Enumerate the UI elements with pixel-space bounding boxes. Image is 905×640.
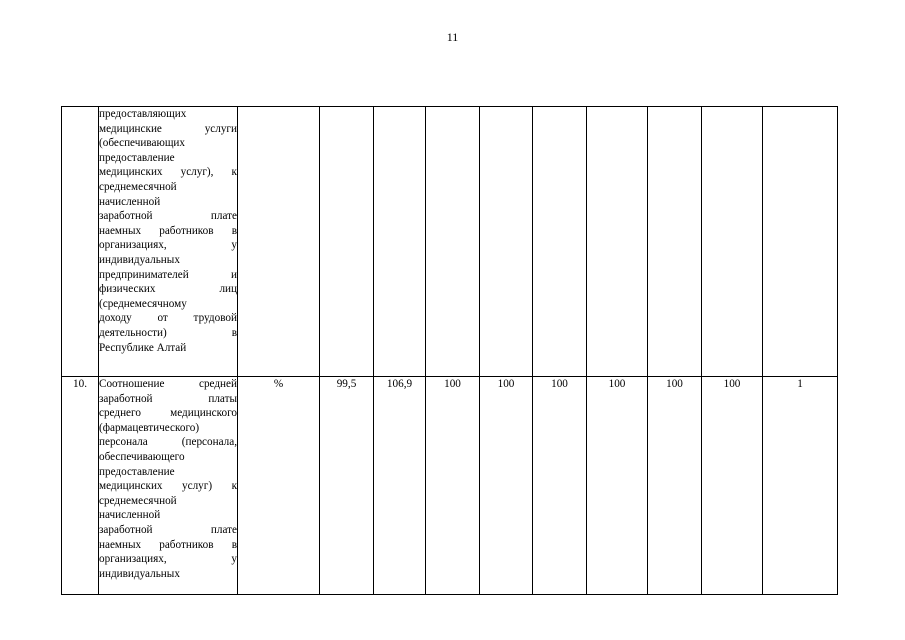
description-line (99, 523, 237, 538)
description-word: медицинских (99, 166, 163, 179)
value-cell: 106,9 (374, 377, 426, 595)
description-word: услуги (204, 122, 237, 135)
description-word: заработной (99, 392, 153, 405)
description-word: заработной (99, 210, 153, 223)
description-word: Соотношение (99, 378, 165, 390)
value-cell: 100 (648, 377, 702, 595)
description-line (99, 392, 237, 407)
value-cell (533, 107, 587, 377)
value-cell: 100 (533, 377, 587, 595)
indicator-table (61, 106, 838, 595)
table-row (62, 107, 838, 377)
table-body (62, 107, 838, 595)
description-line: начисленной (99, 509, 161, 522)
value-cell (648, 107, 702, 377)
description-word: медицинского (170, 407, 237, 420)
description-word: от (157, 312, 168, 325)
description-word: предпринимателей (99, 268, 189, 281)
description-word: и (231, 268, 237, 281)
value-cell (320, 107, 374, 377)
description-line: предоставляющих (99, 108, 187, 120)
value-cell (763, 107, 838, 377)
description-line: (фармацевтического) (99, 421, 200, 434)
unit-cell (238, 107, 320, 377)
description-word: услуг), (180, 166, 214, 179)
description-word: заработной (99, 523, 153, 536)
value-cell: 100 (587, 377, 648, 595)
description-line (99, 209, 237, 224)
description-word: персонала (99, 436, 148, 449)
description-word: в (231, 538, 237, 551)
value-cell: 100 (426, 377, 480, 595)
description-line: предоставление (99, 465, 175, 478)
row-number (62, 107, 99, 377)
table-row (62, 377, 838, 595)
description-line (99, 122, 237, 137)
description-line (99, 377, 237, 392)
description-word: (персонала, (181, 436, 237, 449)
description-word: организациях, (99, 239, 167, 252)
description-word: к (231, 166, 237, 179)
description-line: индивидуальных (99, 253, 180, 266)
description-line (99, 406, 237, 421)
description-line: среднемесячной (99, 494, 177, 507)
value-cell (587, 107, 648, 377)
value-cell: 100 (480, 377, 533, 595)
description-word: медицинских (99, 480, 163, 493)
indicator-description (99, 377, 238, 595)
description-word: у (231, 239, 237, 252)
description-line (99, 165, 237, 180)
value-cell (702, 107, 763, 377)
description-word: услуг) (182, 480, 213, 493)
description-line: среднемесячной (99, 180, 177, 193)
unit-cell: % (238, 377, 320, 595)
description-word: работников (159, 224, 214, 237)
value-cell (426, 107, 480, 377)
description-word: организациях, (99, 553, 167, 566)
description-line (99, 268, 237, 283)
description-line: (обеспечивающих (99, 137, 186, 150)
description-line (99, 538, 237, 553)
description-word: медицинские (99, 122, 162, 135)
description-word: плате (210, 523, 237, 536)
description-word: физических (99, 283, 156, 296)
description-word: в (231, 224, 237, 237)
description-line (99, 224, 237, 239)
description-line (99, 282, 237, 297)
description-word: деятельности) (99, 326, 167, 339)
page-number: 11 (446, 30, 459, 44)
description-line: Республике Алтай (99, 341, 187, 354)
description-word: платы (208, 392, 237, 405)
indicator-description (99, 107, 238, 377)
description-word: плате (210, 210, 237, 223)
description-line: индивидуальных (99, 567, 180, 580)
description-line (99, 435, 237, 450)
description-word: наемных (99, 538, 142, 551)
description-line: предоставление (99, 151, 175, 164)
description-word: наемных (99, 224, 142, 237)
value-cell: 100 (702, 377, 763, 595)
description-word: трудовой (193, 312, 237, 325)
description-line (99, 238, 237, 253)
description-word: среднего (99, 407, 141, 420)
value-cell: 1 (763, 377, 838, 595)
description-line (99, 479, 237, 494)
value-cell (374, 107, 426, 377)
value-cell: 99,5 (320, 377, 374, 595)
description-word: доходу (99, 312, 132, 325)
description-line: начисленной (99, 195, 161, 208)
description-line: обеспечивающего (99, 450, 185, 463)
description-word: средней (198, 378, 237, 390)
description-word: лиц (219, 283, 237, 296)
description-word: к (231, 480, 237, 493)
description-line (99, 311, 237, 326)
description-line (99, 326, 237, 341)
description-word: работников (159, 538, 214, 551)
description-word: в (231, 326, 237, 339)
description-word: у (231, 553, 237, 566)
description-line: (среднемесячному (99, 297, 187, 310)
row-number: 10. (62, 377, 99, 595)
description-line (99, 552, 237, 567)
value-cell (480, 107, 533, 377)
